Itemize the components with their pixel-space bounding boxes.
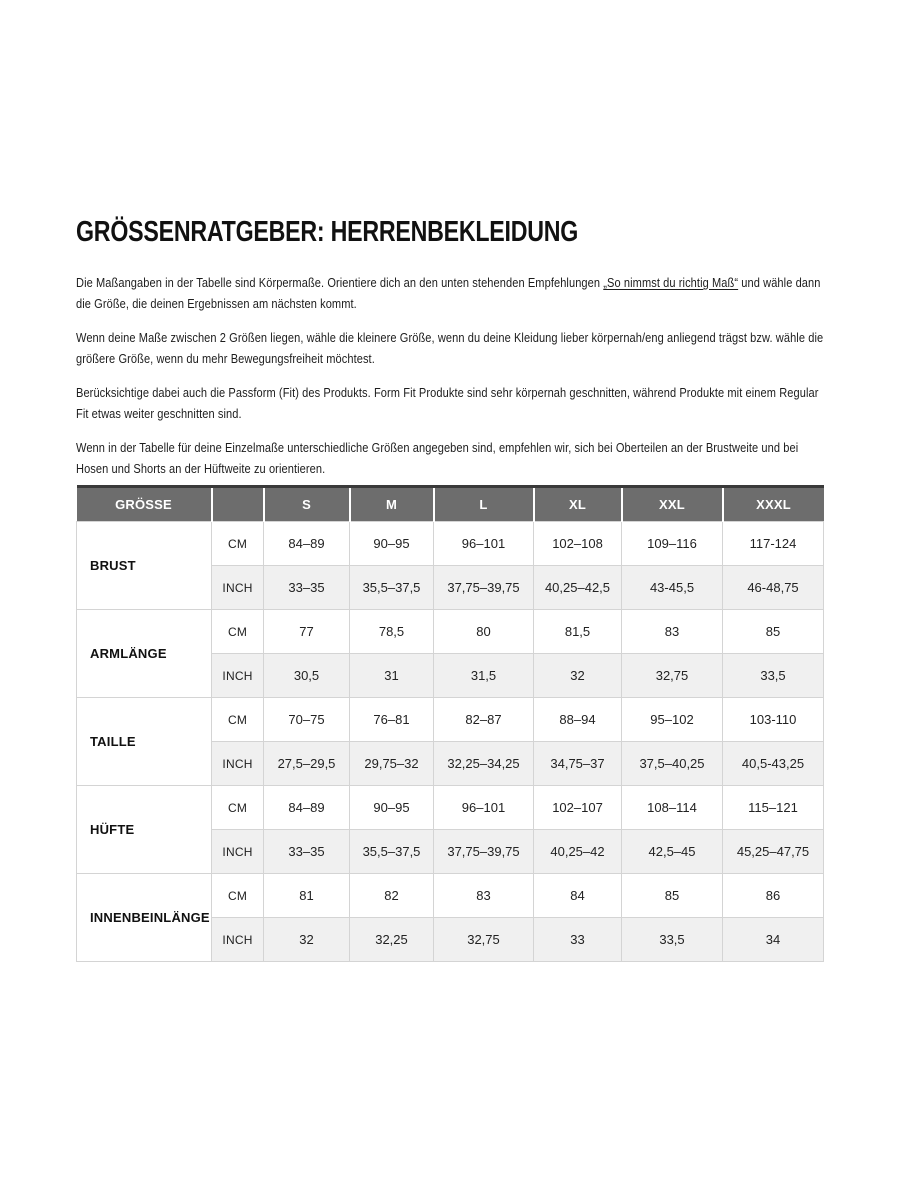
unit-cell: INCH [212,918,264,962]
value-cell: 90–95 [350,786,434,830]
value-cell: 96–101 [434,786,534,830]
header-cell-s: S [264,487,350,522]
value-cell: 82–87 [434,698,534,742]
header-cell-xxxl: XXXL [723,487,824,522]
measure-label-cell: TAILLE [77,698,212,786]
measure-row-cm [77,522,824,566]
unit-cell: CM [212,610,264,654]
value-cell: 102–107 [534,786,622,830]
value-cell: 33–35 [264,830,350,874]
header-cell-m: M [350,487,434,522]
value-cell: 40,25–42,5 [534,566,622,610]
measure-label-cell: ARMLÄNGE [77,610,212,698]
page-title: GRÖSSENRATGEBER: HERRENBEKLEIDUNG [76,216,579,248]
unit-cell: INCH [212,566,264,610]
value-cell: 83 [434,874,534,918]
value-cell: 103-110 [723,698,824,742]
value-cell: 85 [622,874,723,918]
value-cell: 35,5–37,5 [350,566,434,610]
value-cell: 31 [350,654,434,698]
value-cell: 40,25–42 [534,830,622,874]
intro-paragraph-2: Wenn deine Maße zwischen 2 Größen liegen, wähle die kleinere Größe, wenn du deine Kleidung lieber körpernah/eng anliegend trägst bzw. wähle die größere Größe, wenn du mehr Bewegungsfreiheit möchtest. [76,330,824,366]
size-table-header [77,487,824,522]
value-cell: 90–95 [350,522,434,566]
intro-text-block [76,272,825,479]
measure-row-cm [77,698,824,742]
value-cell: 109–116 [622,522,723,566]
value-cell: 33,5 [723,654,824,698]
value-cell: 95–102 [622,698,723,742]
unit-cell: CM [212,698,264,742]
value-cell: 32,75 [434,918,534,962]
value-cell: 80 [434,610,534,654]
value-cell: 40,5-43,25 [723,742,824,786]
value-cell: 30,5 [264,654,350,698]
value-cell: 32,25 [350,918,434,962]
value-cell: 33–35 [264,566,350,610]
measure-label-cell: HÜFTE [77,786,212,874]
value-cell: 81 [264,874,350,918]
value-cell: 115–121 [723,786,824,830]
value-cell: 32 [264,918,350,962]
value-cell: 102–108 [534,522,622,566]
measure-row-cm [77,874,824,918]
unit-cell: CM [212,786,264,830]
intro-paragraph-1-post: und wähle dann die Größe, die deinen Ergebnissen am nächsten kommt. [76,275,821,311]
header-cell-l: L [434,487,534,522]
intro-paragraph-1 [76,272,825,314]
value-cell: 78,5 [350,610,434,654]
value-cell: 77 [264,610,350,654]
intro-paragraph-3: Berücksichtige dabei auch die Passform (Fit) des Produkts. Form Fit Produkte sind sehr körpernah geschnitten, während Produkte mit einem Regular Fit etwas weiter geschnitten sind. [76,385,819,421]
value-cell: 88–94 [534,698,622,742]
measure-label-cell: BRUST [77,522,212,610]
unit-cell: INCH [212,742,264,786]
value-cell: 82 [350,874,434,918]
unit-cell: INCH [212,654,264,698]
value-cell: 84–89 [264,522,350,566]
size-table-header-row [77,487,824,522]
value-cell: 29,75–32 [350,742,434,786]
value-cell: 31,5 [434,654,534,698]
value-cell: 33,5 [622,918,723,962]
value-cell: 27,5–29,5 [264,742,350,786]
value-cell: 83 [622,610,723,654]
value-cell: 32,25–34,25 [434,742,534,786]
size-table-body [77,522,824,962]
value-cell: 37,75–39,75 [434,566,534,610]
value-cell: 70–75 [264,698,350,742]
value-cell: 42,5–45 [622,830,723,874]
unit-cell: CM [212,874,264,918]
value-cell: 117-124 [723,522,824,566]
intro-paragraph-4: Wenn in der Tabelle für deine Einzelmaße unterschiedliche Größen angegeben sind, empfehlen wir, sich bei Oberteilen an der Brustweite und bei Hosen und Shorts an der Hüftweite zu orientieren. [76,440,799,476]
value-cell: 32,75 [622,654,723,698]
measure-label-cell: INNENBEINLÄNGE [77,874,212,962]
unit-cell: CM [212,522,264,566]
value-cell: 34 [723,918,824,962]
measuring-guide-link[interactable]: „So nimmst du richtig Maß“ [603,275,739,290]
value-cell: 84 [534,874,622,918]
header-cell-xxl: XXL [622,487,723,522]
value-cell: 81,5 [534,610,622,654]
value-cell: 45,25–47,75 [723,830,824,874]
header-cell-unit [212,487,264,522]
value-cell: 46-48,75 [723,566,824,610]
value-cell: 108–114 [622,786,723,830]
value-cell: 96–101 [434,522,534,566]
header-cell-groesse: GRÖSSE [77,487,212,522]
value-cell: 34,75–37 [534,742,622,786]
measure-row-cm [77,610,824,654]
value-cell: 37,75–39,75 [434,830,534,874]
value-cell: 85 [723,610,824,654]
value-cell: 84–89 [264,786,350,830]
measure-row-cm [77,786,824,830]
value-cell: 32 [534,654,622,698]
value-cell: 86 [723,874,824,918]
value-cell: 43-45,5 [622,566,723,610]
intro-paragraph-1-pre: Die Maßangaben in der Tabelle sind Körpermaße. Orientiere dich an den unten stehenden Empfehlungen [76,275,604,290]
value-cell: 76–81 [350,698,434,742]
value-cell: 37,5–40,25 [622,742,723,786]
value-cell: 33 [534,918,622,962]
header-cell-xl: XL [534,487,622,522]
unit-cell: INCH [212,830,264,874]
size-table [76,485,824,962]
value-cell: 35,5–37,5 [350,830,434,874]
